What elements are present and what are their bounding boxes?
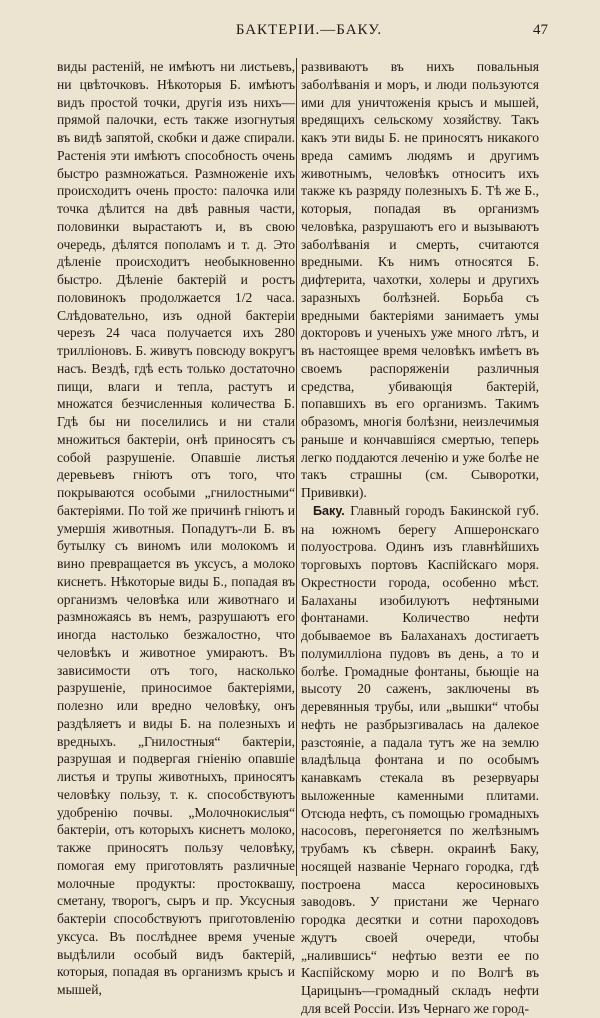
page-header: [70, 22, 548, 46]
entry-headword: Баку.: [313, 503, 345, 518]
right-column: [301, 58, 539, 1016]
baku-entry: [301, 502, 539, 1018]
page-number: 47: [533, 22, 548, 38]
column-divider: [296, 58, 297, 876]
baku-entry-text: Главный городъ Бакинской губ. на южномъ берегу Апшеронскаго полуострова. Одинъ изъ главнѣйшихъ торговыхъ портовъ Каспійскаго моря. Окрестности города, особенно мѣст. Балаханы изобилуютъ нефтяными фонтанами. Количество нефти добываемое въ Балаханахъ достигаетъ полумилліона пудовъ въ день, а то и болѣе. Громадные фонтаны, бьющіе на высоту 20 саженъ, заключены въ деревянныя трубы, или „вышки“ чтобы нефть не разбрызгивалась на далекое разстояніе, а падала тутъ же на землю владѣльца фонтана и по особымъ канавкамъ стекала въ резервуары выложенные каменными плитами. Отсюда нефть, съ помощью громадныхъ насосовъ, перегоняется по желѣзнымъ трубамъ къ сѣверн. окраинѣ Баку, носящей названіе Чернаго городка, гдѣ построена масса керосиновыхъ заводовъ. У пристани же Чернаго городка десятки и сотни пароходовъ ждутъ своей очереди, чтобы „налившись“ нефтью везти ее по Каспійскому морю и по Волгѣ въ Царицынъ—громадный складъ нефти для всей Россіи. Изъ Чернаго же город-: [301, 502, 539, 1016]
running-title: БАКТЕРІИ.—БАКУ.: [235, 22, 383, 38]
left-column-text: виды растеній, не имѣютъ ни листьевъ, ни цвѣточковъ. Нѣкоторыя Б. имѣютъ видъ простой точки, другія изъ нихъ—прямой палочки, есть также изогнутыя въ видѣ запятой, скобки и даже спирали. Растенія эти имѣютъ способность очень быстро размножаться. Размноженіе ихъ происходитъ очень просто: палочка или точка дѣлится на двѣ равныя части, половинки вырастаютъ и, въ свою очередь, дѣлятся пополамъ и т. д. Это дѣленіе происходитъ необыкновенно быстро. Дѣленіе бактерій и ростъ половинокъ продолжается 1/2 часа. Слѣдовательно, изъ одной бактеріи черезъ 24 часа получается ихъ 280 трилліоновъ. Б. живутъ повсюду вокругъ насъ. Вездѣ, гдѣ есть только достаточно пищи, влаги и тепла, растутъ и множатся безчисленныя количества Б. Гдѣ бы ни поселились и ни стали множиться бактеріи, онѣ приносятъ съ собой разрушеніе. Опавшіе листья деревьевъ гніютъ отъ того, что покрываются особыми „гнилостными“ бактеріями. По той же причинѣ гніютъ и умершія животныя. Попадутъ-ли Б. въ бутылку съ виномъ или молокомъ и вино превращается въ уксусъ, а молоко киснетъ. Нѣкоторые виды Б., попадая въ организмъ человѣка или животнаго и размножаясь въ немъ, разрушаютъ его иногда настолько безжалостно, что человѣкъ и животное умираютъ. Въ зависимости отъ того, насколько разрушеніе, приносимое бактеріями, полезно или вредно человѣку, онъ раздѣляетъ и виды Б. на полезныхъ и вредныхъ. „Гнилостныя“ бактеріи, разрушая и подвергая гніенію опавшіе листья и трупы животныхъ, приносятъ человѣку пользу, т. к. способствуютъ удобренію почвы. „Молочнокислыя“ бактеріи, отъ которыхъ киснетъ молоко, также приносятъ пользу человѣку, помогая ему приготовлять различные молочные продукты: простоквашу, сметану, творогъ, сыръ и пр. Уксусныя бактеріи способствуютъ приготовленію уксуса. Въ послѣднее время ученые выдѣлили особый видъ бактерій, которыя, попадая въ организмъ крысъ и мышей,: [57, 59, 295, 997]
left-column: [57, 58, 295, 997]
bacteria-entry-continuation: развиваютъ въ нихъ повальныя заболѣванія и моръ, и люди пользуются ими для уничтоженія крысъ и мышей, вредящихъ сельскому хозяйству. Такъ какъ эти виды Б. не приносятъ никакого вреда самимъ людямъ и другимъ животнымъ, человѣкъ относитъ ихъ также къ разряду полезныхъ Б. Тѣ же Б., которыя, попадая въ организмъ человѣка, разрушаютъ его и вызываютъ заболѣванія и смерть, считаются вредными. Къ нимъ относятся Б. дифтерита, чахотки, холеры и другихъ заразныхъ болѣзней. Борьба съ вредными бактеріями занимаетъ умы докторовъ и ученыхъ уже много лѣтъ, и въ настоящее время человѣкъ имѣетъ въ своемъ распоряженіи различныя средства, убивающія бактерій, попавшихъ въ его организмъ. Такимъ образомъ, многія болѣзни, неизлечимыя раньше и кончавшіяся смертью, теперь легко поддаются леченію и уже болѣе не такъ страшны (см. Сыворотки, Прививки).: [301, 59, 539, 500]
